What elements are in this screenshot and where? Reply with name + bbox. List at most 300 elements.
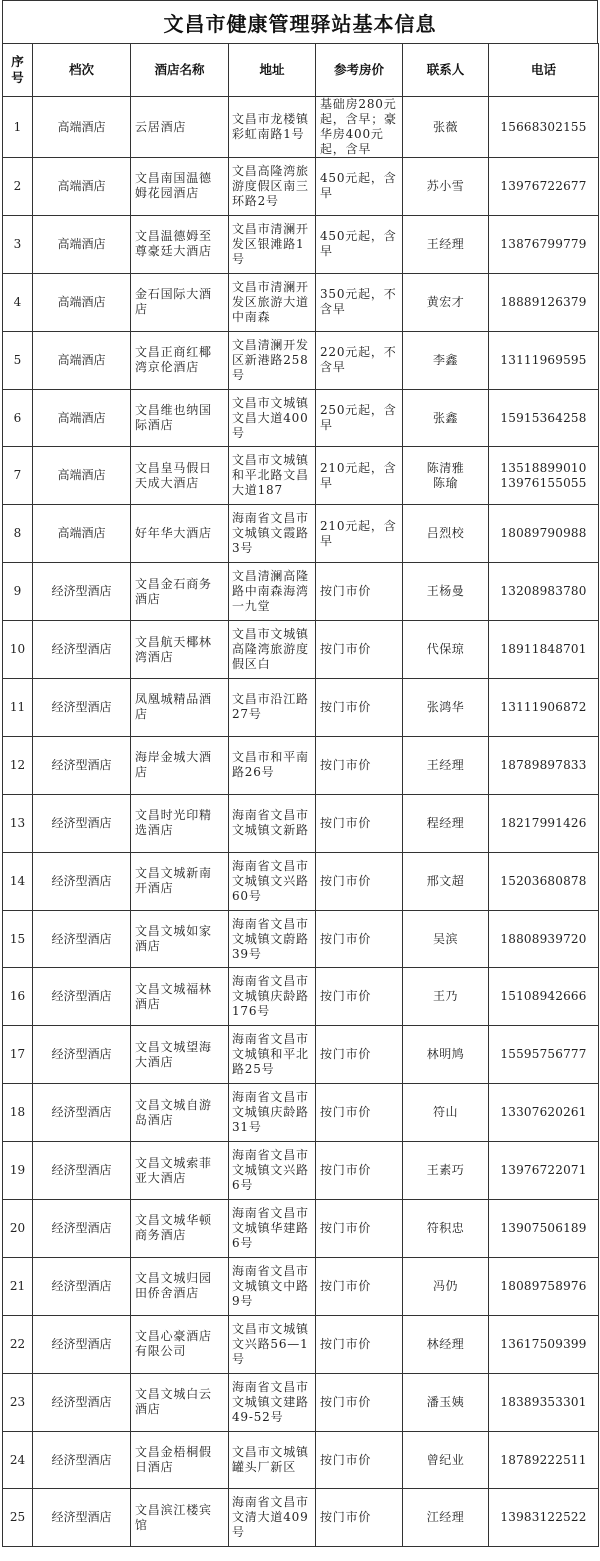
row-price [316, 1084, 403, 1142]
row-contact-text: 王乃 [432, 989, 458, 1004]
table-row [3, 910, 599, 968]
table-row [3, 1373, 599, 1431]
table-row [3, 1315, 599, 1373]
row-grade [33, 1026, 131, 1084]
row-index-text: 18 [9, 1105, 26, 1120]
table-row [3, 1257, 599, 1315]
row-grade [33, 563, 131, 621]
row-hotel-name-text: 文昌文城白云酒店 [135, 1387, 212, 1417]
table-row [3, 1026, 599, 1084]
row-hotel-name [131, 563, 229, 621]
row-hotel-name-text: 金石国际大酒店 [135, 287, 212, 317]
row-grade-text: 经济型酒店 [51, 1452, 112, 1467]
row-phone [489, 563, 599, 621]
row-contact [403, 563, 489, 621]
row-price [316, 968, 403, 1026]
row-address [229, 1315, 316, 1373]
row-price [316, 215, 403, 273]
row-price-text: 按门市价 [320, 1220, 372, 1235]
row-phone [489, 447, 599, 505]
row-grade [33, 1373, 131, 1431]
row-index [3, 852, 33, 910]
row-address [229, 215, 316, 273]
row-price [316, 447, 403, 505]
row-hotel-name [131, 1431, 229, 1489]
row-phone-text: 18389353301 [500, 1394, 587, 1409]
row-grade [33, 331, 131, 389]
row-grade [33, 215, 131, 273]
row-hotel-name-text: 文昌文城华顿商务酒店 [135, 1213, 212, 1243]
row-address [229, 1084, 316, 1142]
row-grade [33, 852, 131, 910]
row-price [316, 852, 403, 910]
row-phone-text: 15915364258 [500, 410, 587, 425]
table-row [3, 1489, 599, 1547]
row-address [229, 97, 316, 158]
row-price-text: 按门市价 [320, 931, 372, 946]
row-grade-text: 高端酒店 [57, 352, 106, 367]
row-contact [403, 158, 489, 216]
row-address [229, 679, 316, 737]
row-price [316, 910, 403, 968]
row-grade [33, 910, 131, 968]
row-contact-text: 苏小雪 [426, 178, 465, 193]
row-grade-text: 经济型酒店 [51, 1220, 112, 1235]
table-row [3, 97, 599, 158]
row-phone [489, 1257, 599, 1315]
row-contact [403, 215, 489, 273]
row-index [3, 1373, 33, 1431]
row-price-text: 按门市价 [320, 989, 372, 1004]
row-hotel-name [131, 1489, 229, 1547]
row-contact-text: 林明鸠 [426, 1047, 465, 1062]
row-address [229, 273, 316, 331]
row-hotel-name-text: 文昌文城自游岛酒店 [135, 1097, 212, 1127]
row-grade-text: 经济型酒店 [51, 873, 112, 888]
row-contact-text: 张鸿华 [426, 699, 465, 714]
row-price [316, 1142, 403, 1200]
row-price-text: 按门市价 [320, 642, 372, 657]
row-phone-text: 13307620261 [500, 1105, 587, 1120]
row-price-text: 450元起，含早 [320, 171, 397, 201]
row-contact [403, 1142, 489, 1200]
row-hotel-name-text: 文昌金石商务酒店 [135, 576, 212, 606]
row-index-text: 17 [9, 1047, 26, 1062]
row-price [316, 1431, 403, 1489]
row-phone-text: 13617509399 [500, 1336, 587, 1351]
row-address-text: 文昌市文城镇罐头厂新区 [232, 1445, 309, 1475]
row-address-text: 文昌市清澜开发区银滩路1号 [232, 221, 309, 266]
row-index [3, 968, 33, 1026]
row-address [229, 1489, 316, 1547]
table-row [3, 679, 599, 737]
row-index [3, 97, 33, 158]
row-hotel-name-text: 文昌文城新南开酒店 [135, 866, 212, 896]
row-address [229, 158, 316, 216]
row-address-text: 文昌市和平南路26号 [232, 750, 309, 780]
row-contact [403, 505, 489, 563]
row-address-text: 海南省文昌市文城镇文兴路60号 [232, 858, 309, 903]
row-price [316, 331, 403, 389]
row-address-text: 海南省文昌市文城镇庆龄路176号 [232, 974, 309, 1019]
row-grade-text: 经济型酒店 [51, 584, 112, 599]
row-price [316, 1200, 403, 1258]
row-phone-text: 15595756777 [500, 1047, 587, 1062]
table-row [3, 736, 599, 794]
row-hotel-name-text: 文昌正商红椰湾京伦酒店 [135, 345, 212, 375]
row-phone [489, 215, 599, 273]
row-hotel-name-text: 文昌文城望海大酒店 [135, 1039, 212, 1069]
table-row [3, 1431, 599, 1489]
table-row [3, 447, 599, 505]
row-contact [403, 331, 489, 389]
row-grade [33, 1200, 131, 1258]
row-phone-text: 13111906872 [500, 699, 587, 714]
row-address-text: 文昌高隆湾旅游度假区南三环路2号 [232, 163, 309, 208]
table-row [3, 1200, 599, 1258]
row-price-text: 按门市价 [320, 1105, 372, 1120]
row-contact-text: 符山 [432, 1105, 458, 1120]
row-contact-text: 吴滨 [432, 931, 458, 946]
row-index [3, 505, 33, 563]
row-phone [489, 273, 599, 331]
row-grade [33, 679, 131, 737]
row-index [3, 621, 33, 679]
table-row [3, 158, 599, 216]
row-price-text: 按门市价 [320, 815, 372, 830]
row-price-text: 450元起，含早 [320, 229, 397, 259]
row-phone [489, 389, 599, 447]
table-row [3, 215, 599, 273]
row-index-text: 6 [13, 410, 22, 425]
row-price-text: 按门市价 [320, 699, 372, 714]
row-index-text: 23 [9, 1394, 26, 1409]
row-price [316, 679, 403, 737]
row-address-text: 海南省文昌市文城镇文蔚路39号 [232, 916, 309, 961]
row-hotel-name [131, 97, 229, 158]
row-contact-text: 曾纪业 [426, 1452, 465, 1467]
row-grade-text: 高端酒店 [57, 178, 106, 193]
row-phone-text: 18089758976 [500, 1278, 587, 1293]
row-address-text: 海南省文昌市文城镇文霞路3号 [232, 511, 309, 556]
row-grade [33, 736, 131, 794]
row-hotel-name [131, 1026, 229, 1084]
row-grade [33, 968, 131, 1026]
table-row [3, 1084, 599, 1142]
row-hotel-name [131, 215, 229, 273]
row-hotel-name-text: 文昌文城如家酒店 [135, 924, 212, 954]
row-address [229, 910, 316, 968]
row-grade-text: 高端酒店 [57, 526, 106, 541]
row-phone-text: 15108942666 [500, 989, 587, 1004]
row-grade-text: 高端酒店 [57, 119, 106, 134]
row-index [3, 273, 33, 331]
row-phone [489, 736, 599, 794]
row-hotel-name-text: 文昌文城索菲亚大酒店 [135, 1155, 212, 1185]
row-address [229, 563, 316, 621]
row-index-text: 10 [9, 642, 26, 657]
row-contact-text: 吕烈校 [426, 526, 465, 541]
row-grade-text: 经济型酒店 [51, 1336, 112, 1351]
row-phone-text: 13876799779 [500, 236, 587, 251]
row-index-text: 13 [9, 815, 26, 830]
row-index-text: 2 [13, 178, 22, 193]
row-hotel-name [131, 1315, 229, 1373]
row-phone [489, 794, 599, 852]
header-phone: 电话 [489, 44, 599, 97]
row-phone-text: 13208983780 [500, 584, 587, 599]
row-contact [403, 910, 489, 968]
row-index-text: 4 [13, 294, 22, 309]
row-price [316, 505, 403, 563]
row-hotel-name-text: 文昌时光印精选酒店 [135, 808, 212, 838]
row-hotel-name [131, 1084, 229, 1142]
row-index [3, 736, 33, 794]
row-hotel-name [131, 505, 229, 563]
row-address-text: 海南省文昌市文城镇文中路9号 [232, 1263, 309, 1308]
row-phone [489, 1431, 599, 1489]
row-phone-text: 13983122522 [500, 1510, 587, 1525]
row-contact-text: 符积忠 [426, 1220, 465, 1235]
row-grade [33, 1257, 131, 1315]
row-index [3, 1257, 33, 1315]
row-hotel-name [131, 794, 229, 852]
row-address-text: 海南省文昌市文城镇文建路49-52号 [232, 1379, 309, 1424]
row-hotel-name [131, 852, 229, 910]
row-hotel-name [131, 158, 229, 216]
row-price-text: 按门市价 [320, 1278, 372, 1293]
row-index-text: 21 [9, 1278, 26, 1293]
row-address [229, 1200, 316, 1258]
row-address-text: 文昌市龙楼镇彩虹南路1号 [232, 112, 309, 141]
row-contact [403, 852, 489, 910]
row-contact-text: 陈清雅 陈瑜 [426, 460, 465, 490]
row-hotel-name-text: 云居酒店 [135, 119, 187, 134]
row-contact [403, 1084, 489, 1142]
row-price-text: 按门市价 [320, 1336, 372, 1351]
row-grade-text: 经济型酒店 [51, 989, 112, 1004]
header-index: 序号 [3, 44, 33, 97]
row-index [3, 1315, 33, 1373]
row-contact [403, 1026, 489, 1084]
row-price-text: 按门市价 [320, 873, 372, 888]
row-contact [403, 273, 489, 331]
table-row [3, 331, 599, 389]
row-phone [489, 158, 599, 216]
row-address-text: 文昌市清澜开发区旅游大道中南森 [232, 279, 309, 324]
row-phone [489, 852, 599, 910]
header-address: 地址 [229, 44, 316, 97]
row-index-text: 25 [9, 1510, 26, 1525]
row-address-text: 文昌市文城镇和平北路文昌大道187 [232, 453, 309, 498]
table-row [3, 505, 599, 563]
row-phone [489, 1315, 599, 1373]
row-address [229, 852, 316, 910]
row-grade-text: 经济型酒店 [51, 1278, 112, 1293]
row-hotel-name [131, 447, 229, 505]
row-contact-text: 代保琼 [426, 642, 465, 657]
row-index-text: 14 [9, 873, 26, 888]
table-row [3, 968, 599, 1026]
row-hotel-name-text: 凤凰城精品酒店 [135, 692, 212, 722]
row-address-text: 海南省文昌市文城镇华建路6号 [232, 1205, 309, 1250]
header-hotel-name: 酒店名称 [131, 44, 229, 97]
row-grade [33, 1142, 131, 1200]
row-phone [489, 505, 599, 563]
row-address-text: 文昌市沿江路27号 [232, 692, 309, 722]
row-index-text: 19 [9, 1163, 26, 1178]
row-address [229, 1373, 316, 1431]
row-address-text: 文昌清澜开发区新港路258号 [232, 337, 309, 382]
table-row [3, 389, 599, 447]
table-row [3, 273, 599, 331]
row-hotel-name-text: 文昌温德姆至尊豪廷大酒店 [135, 229, 212, 259]
table-row [3, 563, 599, 621]
row-phone-text: 18889126379 [500, 294, 587, 309]
row-phone [489, 679, 599, 737]
row-phone-text: 13976722677 [500, 178, 587, 193]
row-contact-text: 张薇 [432, 119, 458, 134]
row-address [229, 1257, 316, 1315]
row-phone-text: 18789897833 [500, 757, 587, 772]
row-hotel-name-text: 文昌皇马假日天成大酒店 [135, 460, 212, 490]
row-address [229, 968, 316, 1026]
row-phone [489, 1026, 599, 1084]
row-price-text: 350元起，不含早 [320, 287, 397, 317]
row-phone-text: 18808939720 [500, 931, 587, 946]
row-grade [33, 1431, 131, 1489]
row-price-text: 250元起，含早 [320, 403, 397, 432]
row-contact-text: 江经理 [426, 1510, 465, 1525]
row-grade-text: 经济型酒店 [51, 1105, 112, 1120]
row-hotel-name [131, 331, 229, 389]
row-price-text: 210元起，含早 [320, 518, 397, 548]
row-address [229, 1431, 316, 1489]
row-address-text: 海南省文昌市文城镇和平北路25号 [232, 1032, 309, 1077]
row-address [229, 1142, 316, 1200]
row-hotel-name [131, 273, 229, 331]
row-grade-text: 经济型酒店 [51, 1047, 112, 1062]
row-index [3, 389, 33, 447]
row-price-text: 220元起，不含早 [320, 345, 397, 375]
row-contact [403, 968, 489, 1026]
row-contact-text: 程经理 [426, 815, 465, 830]
row-price-text: 210元起，含早 [320, 460, 397, 490]
row-index [3, 215, 33, 273]
row-hotel-name [131, 679, 229, 737]
row-address-text: 文昌市文城镇文昌大道400号 [232, 395, 309, 440]
row-index-text: 1 [13, 119, 22, 134]
row-address [229, 447, 316, 505]
row-index-text: 20 [9, 1220, 26, 1235]
row-grade [33, 1489, 131, 1547]
row-grade-text: 高端酒店 [57, 410, 106, 425]
row-hotel-name [131, 1373, 229, 1431]
row-contact-text: 黄宏才 [426, 294, 465, 309]
table-row [3, 1142, 599, 1200]
row-contact [403, 679, 489, 737]
table-body [3, 97, 599, 1547]
row-grade [33, 1084, 131, 1142]
row-grade [33, 389, 131, 447]
row-address [229, 331, 316, 389]
row-phone-text: 18217991426 [500, 815, 587, 830]
info-sheet [2, 0, 598, 1547]
row-grade-text: 经济型酒店 [51, 1394, 112, 1409]
row-index [3, 331, 33, 389]
row-address [229, 736, 316, 794]
row-grade [33, 273, 131, 331]
row-address-text: 文昌清澜高隆路中南森海湾一九堂 [232, 569, 309, 614]
page-title: 文昌市健康管理驿站基本信息 [2, 0, 598, 43]
row-address [229, 389, 316, 447]
row-hotel-name [131, 1257, 229, 1315]
row-price [316, 273, 403, 331]
row-hotel-name-text: 文昌文城归园田侨舍酒店 [135, 1271, 212, 1301]
row-price [316, 1373, 403, 1431]
row-index-text: 9 [13, 584, 22, 599]
row-contact [403, 1431, 489, 1489]
row-price [316, 97, 403, 158]
row-phone-text: 15203680878 [500, 873, 587, 888]
row-index [3, 447, 33, 505]
header-grade: 档次 [33, 44, 131, 97]
row-index [3, 1431, 33, 1489]
row-phone-text: 13111969595 [500, 352, 587, 367]
header-contact: 联系人 [403, 44, 489, 97]
row-grade [33, 1315, 131, 1373]
row-contact-text: 李鑫 [432, 352, 458, 367]
row-price-text: 按门市价 [320, 1163, 372, 1178]
row-phone [489, 1084, 599, 1142]
row-grade-text: 高端酒店 [57, 236, 106, 251]
row-phone [489, 910, 599, 968]
row-index [3, 1026, 33, 1084]
row-hotel-name [131, 389, 229, 447]
row-index [3, 794, 33, 852]
row-hotel-name-text: 文昌南国温德姆花园酒店 [135, 171, 212, 201]
header-row [3, 44, 599, 97]
row-address [229, 794, 316, 852]
row-price [316, 794, 403, 852]
row-hotel-name-text: 文昌文城福林酒店 [135, 981, 212, 1011]
row-phone [489, 1489, 599, 1547]
row-phone-text: 18911848701 [500, 642, 587, 657]
row-index-text: 15 [9, 931, 26, 946]
row-grade [33, 97, 131, 158]
row-index [3, 910, 33, 968]
hotel-table [2, 43, 599, 1547]
row-phone-text: 18089790988 [500, 526, 587, 541]
row-hotel-name-text: 文昌航天椰林湾酒店 [135, 634, 212, 664]
table-row [3, 852, 599, 910]
row-phone-text: 18789222511 [500, 1452, 587, 1467]
row-address-text: 海南省文昌市文城镇文新路 [232, 808, 309, 838]
row-phone [489, 968, 599, 1026]
row-index [3, 1200, 33, 1258]
row-grade-text: 经济型酒店 [51, 757, 112, 772]
row-contact-text: 王杨曼 [426, 584, 465, 599]
row-contact [403, 389, 489, 447]
row-index-text: 22 [9, 1336, 26, 1351]
row-index-text: 8 [13, 526, 22, 541]
row-address [229, 1026, 316, 1084]
header-price: 参考房价 [316, 44, 403, 97]
row-contact-text: 王经理 [426, 757, 465, 772]
row-hotel-name [131, 1200, 229, 1258]
row-address [229, 505, 316, 563]
row-grade-text: 经济型酒店 [51, 699, 112, 714]
